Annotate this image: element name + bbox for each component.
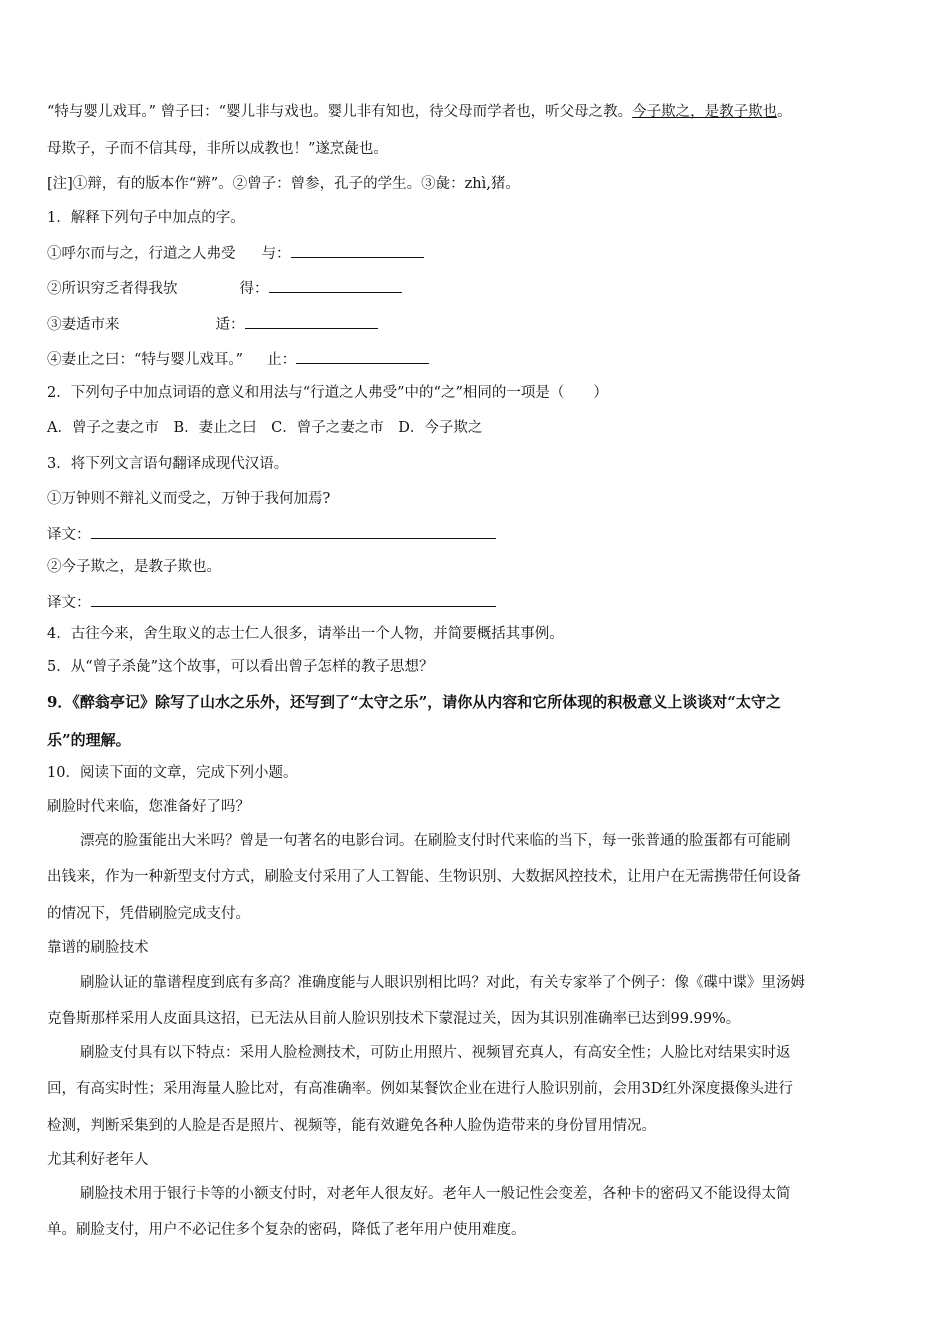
article-p2-line-1: 刷脸认证的靠谱程度到底有多高？准确度能与人眼识别相比吗？对此，有关专家举了个例子：像《碟中谍》里汤姆 bbox=[80, 975, 805, 991]
article-p3-line-3: 检测，判断采集到的人脸是否是照片、视频等，能有效避免各种人脸伪造带来的身份冒用情况。 bbox=[47, 1118, 656, 1134]
article-p1-line-3: 的情况下，凭借刷脸完成支付。 bbox=[47, 906, 250, 922]
q1-item-4-answer-blank[interactable] bbox=[296, 348, 429, 364]
q1-item-3-answer-blank[interactable] bbox=[245, 313, 378, 329]
q9-stem-line-2: 乐”的理解。 bbox=[47, 731, 131, 749]
q3-translation-1-label: 译文： bbox=[47, 527, 91, 543]
passage-text: “特与婴儿戏耳。” 曾子曰：“婴儿非与戏也。婴儿非有知也，待父母而学者也，听父母之教。 bbox=[47, 104, 633, 120]
q1-item-1-answer-blank[interactable] bbox=[291, 242, 424, 258]
q5-stem: 5．从“曾子杀彘”这个故事，可以看出曾子怎样的教子思想？ bbox=[47, 659, 434, 675]
q1-item-3-sentence: ③妻适市来 bbox=[47, 317, 120, 333]
q3-translation-2-blank[interactable] bbox=[91, 591, 496, 607]
q2-options: A．曾子之妻之市 B．妻止之曰 C．曾子之妻之市 D．今子欺之 bbox=[47, 420, 483, 436]
q3-stem: 3．将下列文言语句翻译成现代汉语。 bbox=[47, 456, 289, 472]
article-p3-line-1: 刷脸支付具有以下特点：采用人脸检测技术，可防止用照片、视频冒充真人，有高安全性；人脸比对结果实时返 bbox=[80, 1045, 791, 1061]
q1-item-2 bbox=[47, 277, 402, 299]
q9-stem-line-1: 9．《醉翁亭记》除写了山水之乐外，还写到了“太守之乐”，请你从内容和它所体现的积极意义上谈谈对“太守之 bbox=[47, 693, 781, 711]
q10-stem: 10．阅读下面的文章，完成下列小题。 bbox=[47, 765, 298, 781]
passage-line-2: 母欺子，子而不信其母，非所以成教也！”遂烹彘也。 bbox=[47, 141, 388, 157]
q3-translation-2-label: 译文： bbox=[47, 595, 91, 611]
q1-item-3-label: 适： bbox=[215, 317, 245, 333]
q4-stem: 4．古往今来，舍生取义的志士仁人很多，请举出一个人物，并简要概括其事例。 bbox=[47, 626, 564, 642]
q1-item-1 bbox=[47, 242, 424, 264]
q1-stem: 1．解释下列句子中加点的字。 bbox=[47, 210, 245, 226]
q3-translation-1 bbox=[47, 523, 496, 545]
q3-translation-1-blank[interactable] bbox=[91, 523, 496, 539]
q1-item-4-sentence: ④妻止之曰：“特与婴儿戏耳。” bbox=[47, 352, 244, 368]
q2-stem: 2．下列句子中加点词语的意义和用法与“行道之人弗受”中的“之”相同的一项是（ ） bbox=[47, 385, 608, 401]
article-title: 刷脸时代来临，您准备好了吗？ bbox=[47, 799, 250, 815]
article-p4-line-1: 刷脸技术用于银行卡等的小额支付时，对老年人很友好。老年人一般记性会变差，各种卡的密码又不能设得太简 bbox=[80, 1186, 791, 1202]
article-p4-line-2: 单。刷脸支付，用户不必记住多个复杂的密码，降低了老年用户使用难度。 bbox=[47, 1222, 526, 1238]
q1-item-2-sentence: ②所识穷乏者得我欤 bbox=[47, 281, 178, 297]
article-heading-2: 尤其利好老年人 bbox=[47, 1152, 149, 1168]
annotation-note: [注]①辩，有的版本作“辨”。②曾子：曾参，孔子的学生。③彘：zhì,猪。 bbox=[47, 176, 520, 192]
article-p1-line-2: 出钱来，作为一种新型支付方式，刷脸支付采用了人工智能、生物识别、大数据风控技术，让用户在无需携带任何设备 bbox=[47, 869, 801, 885]
q3-sentence-1: ①万钟则不辩礼义而受之，万钟于我何加焉? bbox=[47, 491, 331, 507]
q3-sentence-2: ②今子欺之，是教子欺也。 bbox=[47, 559, 221, 575]
passage-line-1 bbox=[47, 102, 792, 122]
q1-item-1-sentence: ①呼尔而与之，行道之人弗受 bbox=[47, 246, 236, 262]
article-heading-1: 靠谱的刷脸技术 bbox=[47, 940, 149, 956]
q1-item-3 bbox=[47, 313, 378, 335]
q3-translation-2 bbox=[47, 591, 496, 613]
q1-item-4-label: 止： bbox=[267, 352, 297, 368]
q1-item-2-answer-blank[interactable] bbox=[269, 277, 402, 293]
q1-item-4 bbox=[47, 348, 429, 370]
article-p2-line-2: 克鲁斯那样采用人皮面具这招，已无法从目前人脸识别技术下蒙混过关，因为其识别准确率已达到99.99%。 bbox=[47, 1011, 741, 1027]
q1-item-1-label: 与： bbox=[261, 246, 291, 262]
passage-punct: 。 bbox=[777, 104, 792, 120]
q1-item-2-label: 得： bbox=[239, 281, 269, 297]
underlined-sentence: 今子欺之，是教子欺也 bbox=[632, 104, 778, 120]
article-p1-line-1: 漂亮的脸蛋能出大米吗？曾是一句著名的电影台词。在刷脸支付时代来临的当下，每一张普通的脸蛋都有可能刷 bbox=[80, 833, 791, 849]
article-p3-line-2: 回，有高实时性；采用海量人脸比对，有高准确率。例如某餐饮企业在进行人脸识别前，会用3D红外深度摄像头进行 bbox=[47, 1081, 793, 1097]
